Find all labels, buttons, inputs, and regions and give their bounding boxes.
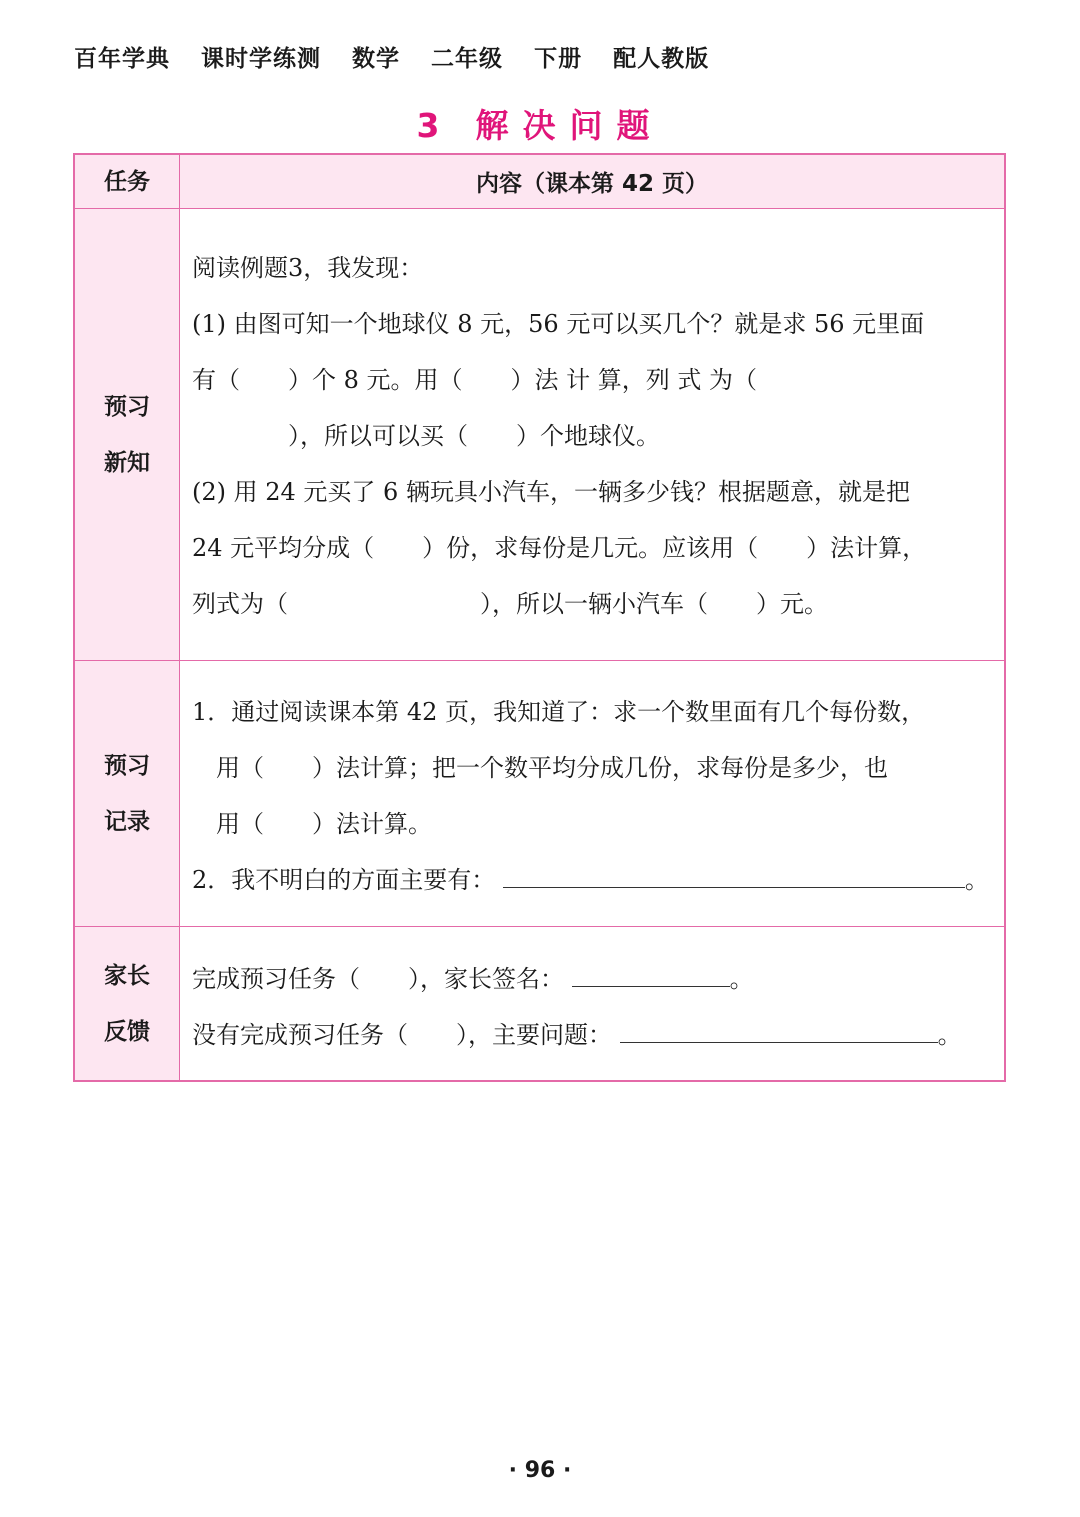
lesson-name: 解决问题: [475, 106, 664, 145]
text-line: 列式为（ ），所以一辆小汽车（ ）元。: [192, 590, 828, 618]
signature-text: 完成预习任务（ ），家长签名：: [192, 965, 564, 993]
text-line: (2) 用 24 元买了 6 辆玩具小汽车，一辆多少钱？根据题意，就是把: [192, 478, 910, 506]
header-book: 课时学练测: [201, 46, 322, 72]
header-edition: 配人教版: [613, 46, 710, 72]
table-row-parent-feedback: [75, 927, 1004, 1080]
page-number: · 96 ·: [508, 1458, 572, 1483]
text-line: 有（ ）个 8 元。用（ ）法 计 算，列 式 为（: [192, 366, 758, 394]
signature-blank[interactable]: [572, 964, 730, 987]
lesson-title: [0, 100, 1080, 147]
question-line: [192, 865, 989, 895]
row-label-line: 反馈: [104, 1018, 150, 1045]
header-content-cell: [180, 155, 1004, 208]
row-label-cell: [75, 927, 180, 1080]
header-volume: 下册: [534, 46, 583, 72]
end-mark: 。: [937, 1021, 962, 1049]
row-content-cell: [180, 661, 1004, 926]
row-label-line: 新知: [104, 449, 150, 476]
table-header-row: [75, 155, 1004, 209]
problem-blank[interactable]: [620, 1020, 938, 1043]
problem-text: 没有完成预习任务（ ），主要问题：: [192, 1021, 612, 1049]
signature-line: [192, 964, 754, 994]
row-content-cell: [180, 927, 1004, 1080]
text-line: 用（ ）法计算；把一个数平均分成几份，求每份是多少，也: [192, 754, 888, 782]
book-header: [74, 40, 731, 73]
row-label-line: 预习: [104, 393, 150, 420]
question-text: 2．我不明白的方面主要有：: [192, 866, 496, 894]
row-label-line: 记录: [104, 808, 150, 835]
row-label-cell: [75, 661, 180, 926]
text-line: 用（ ）法计算。: [192, 810, 432, 838]
header-task-cell: [75, 155, 180, 208]
end-mark: 。: [729, 965, 754, 993]
preview-table: [73, 153, 1006, 1082]
text-line: 24 元平均分成（ ）份，求每份是几元。应该用（ ）法计算，: [192, 534, 927, 562]
header-task-label: 任务: [104, 168, 150, 195]
answer-blank[interactable]: [503, 865, 965, 888]
row-label-cell: [75, 209, 180, 660]
header-grade: 二年级: [431, 46, 504, 72]
text-line: ），所以可以买（ ）个地球仪。: [192, 422, 660, 450]
text-line: 1．通过阅读课本第 42 页，我知道了：求一个数里面有几个每份数，: [192, 698, 926, 726]
row-label-line: 预习: [104, 752, 150, 779]
header-series: 百年学典: [74, 46, 170, 72]
table-row-preview-record: [75, 661, 1004, 927]
text-line: 阅读例题3，我发现：: [192, 254, 424, 282]
lesson-number: 3: [416, 106, 442, 145]
text-line: (1) 由图可知一个地球仪 8 元，56 元可以买几个？就是求 56 元里面: [192, 310, 925, 338]
row-label-line: 家长: [104, 962, 150, 989]
end-mark: 。: [964, 866, 989, 894]
header-content-label: 内容（课本第 42 页）: [475, 171, 709, 197]
row-content-cell: [180, 209, 1004, 660]
problem-line: [192, 1020, 962, 1050]
table-row-new-knowledge: [75, 209, 1004, 661]
header-subject: 数学: [352, 46, 401, 72]
